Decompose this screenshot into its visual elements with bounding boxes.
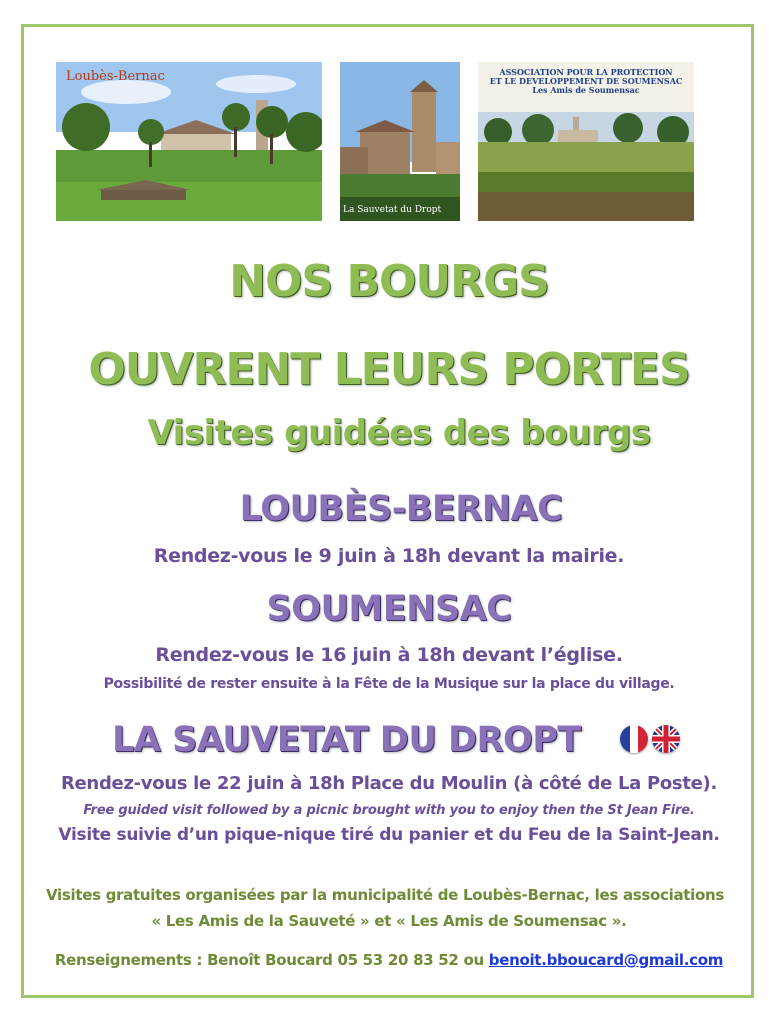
footer-contact xyxy=(0,951,778,969)
soumensac-heading: SOUMENSAC xyxy=(266,589,512,629)
soumensac-caption-line3: Les Amis de Soumensac xyxy=(532,85,640,95)
soumensac-caption-line2: ET LE DEVELOPPEMENT DE SOUMENSAC xyxy=(489,76,683,86)
title-line2: OUVRENT LEURS PORTES xyxy=(88,344,690,395)
footer-line1: Visites gratuites organisées par la municipalité de Loubès-Bernac, les associations xyxy=(45,886,725,904)
subtitle: Visites guidées des bourgs xyxy=(147,413,651,453)
soumensac-caption xyxy=(478,68,694,95)
soumensac-caption-line1: ASSOCIATION POUR LA PROTECTION xyxy=(499,67,673,77)
soumensac-rendezvous: Rendez-vous le 16 juin à 18h devant l’église. xyxy=(155,644,623,666)
sauvetat-french: Visite suivie d’un pique-nique tiré du panier et du Feu de la Saint-Jean. xyxy=(58,825,720,845)
la-sauvetat-photo xyxy=(340,62,460,221)
sauvetat-rendezvous: Rendez-vous le 22 juin à 18h Place du Moulin (à côté de La Poste). xyxy=(60,773,718,794)
loubes-bernac-photo xyxy=(56,62,322,221)
sauvetat-heading: LA SAUVETAT DU DROPT xyxy=(112,720,581,760)
title-line1: NOS BOURGS xyxy=(229,256,549,307)
uk-flag-icon xyxy=(652,725,680,753)
contact-text: Renseignements : Benoît Boucard 05 53 20 83 52 ou xyxy=(54,951,489,969)
loubes-bernac-caption: Loubès-Bernac xyxy=(66,69,165,84)
french-flag-icon xyxy=(620,725,648,753)
footer-line2: « Les Amis de la Sauveté » et « Les Amis de Soumensac ». xyxy=(151,912,627,930)
loubes-heading: LOUBÈS-BERNAC xyxy=(239,489,563,529)
loubes-rendezvous: Rendez-vous le 9 juin à 18h devant la mairie. xyxy=(153,545,625,567)
la-sauvetat-caption: La Sauvetat du Dropt xyxy=(343,205,442,215)
soumensac-note: Possibilité de rester ensuite à la Fête de la Musique sur la place du village. xyxy=(103,676,675,692)
email-link[interactable]: benoit.bboucard@gmail.com xyxy=(488,951,724,969)
sauvetat-english: Free guided visit followed by a picnic brought with you to enjoy then the St Jean Fire. xyxy=(83,803,695,818)
